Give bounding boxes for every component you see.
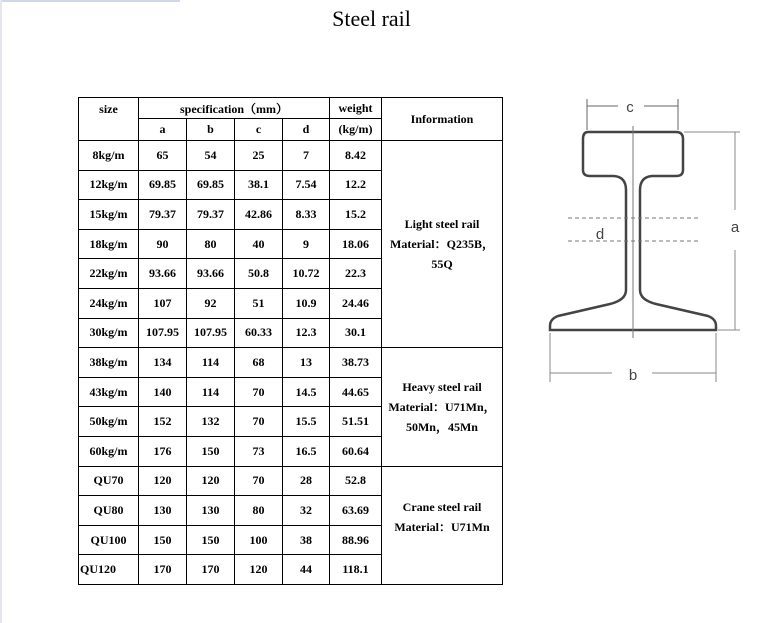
header-size-label: size (99, 102, 118, 116)
header-weight-unit: (kg/m) (330, 119, 382, 141)
rail-cross-section-diagram (540, 90, 755, 390)
rail-spec-table (78, 97, 503, 585)
table-row (79, 466, 503, 496)
cell-weight: 51.51 (330, 407, 382, 437)
cell-a: 69.85 (139, 170, 187, 200)
label-a: a (730, 219, 740, 236)
cell-size: 30kg/m (79, 318, 139, 348)
cell-b: 79.37 (187, 200, 235, 230)
cell-size: 8kg/m (79, 141, 139, 171)
cell-a: 90 (139, 229, 187, 259)
info-light-material: Material：Q235B， (390, 237, 494, 252)
cell-b: 170 (187, 555, 235, 585)
cell-c: 38.1 (235, 170, 283, 200)
cell-d: 15.5 (283, 407, 330, 437)
cell-d: 38 (283, 525, 330, 555)
cell-b: 93.66 (187, 259, 235, 289)
cell-c: 25 (235, 141, 283, 171)
cell-size: 38kg/m (79, 348, 139, 378)
cell-a: 65 (139, 141, 187, 171)
cell-d: 12.3 (283, 318, 330, 348)
cell-d: 9 (283, 229, 330, 259)
cell-c: 51 (235, 288, 283, 318)
cell-size: QU80 (79, 496, 139, 526)
cell-c: 70 (235, 377, 283, 407)
cell-c: 70 (235, 407, 283, 437)
cell-size: QU70 (79, 466, 139, 496)
cell-weight: 24.46 (330, 288, 382, 318)
cell-d: 13 (283, 348, 330, 378)
cell-size: 50kg/m (79, 407, 139, 437)
cell-c: 100 (235, 525, 283, 555)
cell-a: 130 (139, 496, 187, 526)
info-heavy-rail (382, 348, 503, 466)
cell-size: 18kg/m (79, 229, 139, 259)
cell-b: 92 (187, 288, 235, 318)
header-col-b: b (187, 119, 235, 141)
cell-d: 10.9 (283, 288, 330, 318)
header-specification: specification（mm） (139, 98, 330, 119)
cell-d: 28 (283, 466, 330, 496)
label-c: c (626, 99, 634, 116)
table-row (79, 348, 503, 378)
cell-weight: 88.96 (330, 525, 382, 555)
page-title: Steel rail (332, 6, 411, 31)
cell-b: 120 (187, 466, 235, 496)
cell-size: QU120 (79, 555, 139, 585)
cell-a: 93.66 (139, 259, 187, 289)
cell-weight: 63.69 (330, 496, 382, 526)
cell-c: 73 (235, 436, 283, 466)
info-crane-rail (382, 466, 503, 584)
info-heavy-material: Material：U71Mn， (388, 399, 496, 414)
cell-c: 40 (235, 229, 283, 259)
cell-d: 8.33 (283, 200, 330, 230)
cell-d: 14.5 (283, 377, 330, 407)
cell-c: 120 (235, 555, 283, 585)
cell-a: 150 (139, 525, 187, 555)
cell-a: 134 (139, 348, 187, 378)
cell-weight: 30.1 (330, 318, 382, 348)
cell-b: 54 (187, 141, 235, 171)
cell-a: 107 (139, 288, 187, 318)
cell-a: 79.37 (139, 200, 187, 230)
cell-weight: 118.1 (330, 555, 382, 585)
cell-a: 176 (139, 436, 187, 466)
left-border (0, 0, 2, 623)
cell-a: 120 (139, 466, 187, 496)
cell-a: 170 (139, 555, 187, 585)
cell-weight: 8.42 (330, 141, 382, 171)
header-col-c: c (235, 119, 283, 141)
top-border (0, 0, 180, 2)
cell-c: 42.86 (235, 200, 283, 230)
info-heavy-material-2: 50Mn，45Mn (405, 419, 478, 434)
cell-size: 24kg/m (79, 288, 139, 318)
header-size (79, 98, 139, 141)
cell-c: 68 (235, 348, 283, 378)
info-light-title: Light steel rail (404, 217, 480, 232)
cell-d: 44 (283, 555, 330, 585)
cell-weight: 60.64 (330, 436, 382, 466)
cell-c: 60.33 (235, 318, 283, 348)
table-row (79, 141, 503, 171)
info-crane-title: Crane steel rail (402, 499, 482, 514)
cell-weight: 15.2 (330, 200, 382, 230)
cell-b: 132 (187, 407, 235, 437)
cell-size: 43kg/m (79, 377, 139, 407)
cell-c: 70 (235, 466, 283, 496)
header-information: Information (382, 98, 503, 141)
cell-size: 22kg/m (79, 259, 139, 289)
cell-size: 15kg/m (79, 200, 139, 230)
header-col-a: a (139, 119, 187, 141)
cell-weight: 52.8 (330, 466, 382, 496)
cell-weight: 22.3 (330, 259, 382, 289)
cell-size: 12kg/m (79, 170, 139, 200)
cell-b: 80 (187, 229, 235, 259)
cell-b: 107.95 (187, 318, 235, 348)
cell-weight: 38.73 (330, 348, 382, 378)
cell-weight: 18.06 (330, 229, 382, 259)
cell-a: 107.95 (139, 318, 187, 348)
cell-b: 69.85 (187, 170, 235, 200)
cell-b: 114 (187, 377, 235, 407)
info-light-rail (382, 141, 503, 348)
header-col-d: d (283, 119, 330, 141)
cell-size: QU100 (79, 525, 139, 555)
cell-b: 150 (187, 436, 235, 466)
cell-d: 7.54 (283, 170, 330, 200)
cell-size: 60kg/m (79, 436, 139, 466)
cell-d: 10.72 (283, 259, 330, 289)
info-light-material-2: 55Q (431, 257, 453, 272)
header-weight: weight (330, 98, 382, 119)
cell-weight: 12.2 (330, 170, 382, 200)
cell-c: 80 (235, 496, 283, 526)
cell-b: 150 (187, 525, 235, 555)
cell-a: 140 (139, 377, 187, 407)
cell-d: 16.5 (283, 436, 330, 466)
info-heavy-title: Heavy steel rail (402, 379, 482, 394)
cell-weight: 44.65 (330, 377, 382, 407)
info-crane-material: Material：U71Mn (394, 519, 490, 534)
cell-d: 32 (283, 496, 330, 526)
label-d: d (595, 226, 605, 243)
cell-a: 152 (139, 407, 187, 437)
cell-b: 130 (187, 496, 235, 526)
cell-c: 50.8 (235, 259, 283, 289)
cell-d: 7 (283, 141, 330, 171)
label-b: b (628, 367, 638, 384)
cell-b: 114 (187, 348, 235, 378)
